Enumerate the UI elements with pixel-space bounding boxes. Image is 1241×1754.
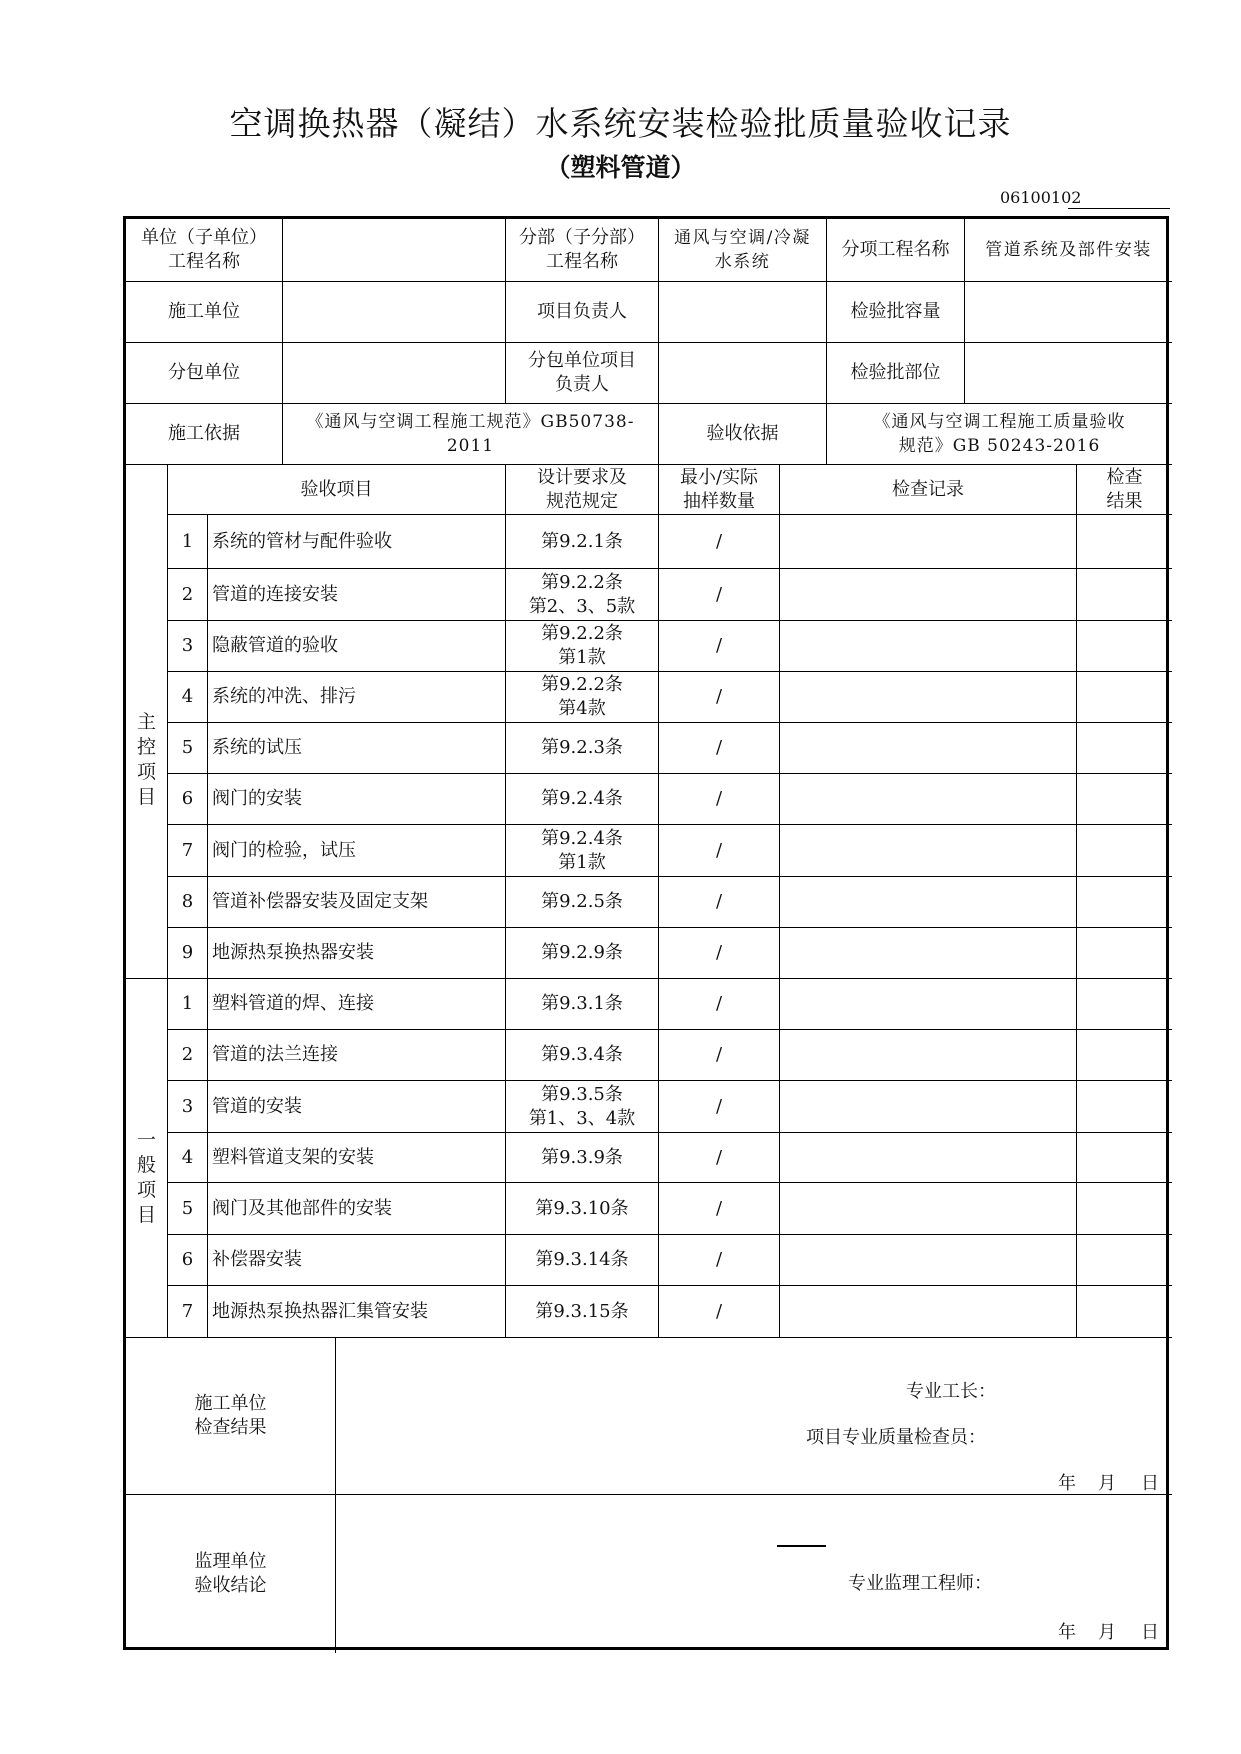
supervisor-check-label: 监理单位 验收结论 xyxy=(126,1495,336,1653)
general-item-no: 6 xyxy=(168,1235,208,1286)
general-item-sample[interactable]: / xyxy=(659,1133,780,1183)
general-item-sample[interactable]: / xyxy=(659,1183,780,1235)
main-item-no: 1 xyxy=(168,515,208,569)
general-item-no: 1 xyxy=(168,979,208,1030)
main-item-spec: 第9.2.2条 第4款 xyxy=(506,672,659,723)
general-item-sample[interactable]: / xyxy=(659,1030,780,1081)
date-day-label: 日 xyxy=(1141,1473,1159,1494)
general-item-spec: 第9.3.5条 第1、3、4款 xyxy=(506,1081,659,1133)
general-item-no: 3 xyxy=(168,1081,208,1133)
main-item-result[interactable] xyxy=(1077,723,1172,774)
sub-value[interactable] xyxy=(283,343,506,404)
main-item-name: 地源热泵换热器安装 xyxy=(208,928,506,979)
main-item-result[interactable] xyxy=(1077,825,1172,877)
general-item-result[interactable] xyxy=(1077,1133,1172,1183)
general-item-name: 塑料管道的焊、连接 xyxy=(208,979,506,1030)
basis-label: 施工依据 xyxy=(126,404,283,465)
general-item-result[interactable] xyxy=(1077,1081,1172,1133)
general-item-record[interactable] xyxy=(780,979,1077,1030)
acceptance-form-table xyxy=(123,216,1169,1650)
col-header-record: 检查记录 xyxy=(780,465,1077,515)
pm-label: 项目负责人 xyxy=(506,282,659,343)
page-title: 空调换热器（凝结）水系统安装检验批质量验收记录 xyxy=(229,104,1012,143)
main-item-result[interactable] xyxy=(1077,928,1172,979)
supervisor-date-month: 月 xyxy=(1098,1622,1116,1643)
main-items-label xyxy=(126,465,168,979)
main-item-record[interactable] xyxy=(780,825,1077,877)
general-item-name: 补偿器安装 xyxy=(208,1235,506,1286)
general-item-spec: 第9.3.10条 xyxy=(506,1183,659,1235)
general-item-record[interactable] xyxy=(780,1133,1077,1183)
general-item-result[interactable] xyxy=(1077,1235,1172,1286)
main-item-result[interactable] xyxy=(1077,672,1172,723)
subitem-label: 分项工程名称 xyxy=(827,219,965,282)
general-item-record[interactable] xyxy=(780,1183,1077,1235)
general-item-record[interactable] xyxy=(780,1286,1077,1338)
constructor-check-area[interactable] xyxy=(336,1338,1172,1495)
date-month-label: 月 xyxy=(1098,1473,1116,1494)
general-item-sample[interactable]: / xyxy=(659,1081,780,1133)
general-item-no: 2 xyxy=(168,1030,208,1081)
form-code: 06100102 xyxy=(1000,188,1082,207)
general-items-label-text: 一般项目 xyxy=(136,1129,156,1226)
main-item-sample[interactable]: / xyxy=(659,877,780,928)
main-item-name: 阀门的检验，试压 xyxy=(208,825,506,877)
main-item-result[interactable] xyxy=(1077,515,1172,569)
part-value[interactable] xyxy=(965,343,1172,404)
main-items-label-text: 主控项目 xyxy=(136,710,156,808)
col-header-item: 验收项目 xyxy=(168,465,506,515)
general-item-no: 4 xyxy=(168,1133,208,1183)
main-item-sample[interactable]: / xyxy=(659,672,780,723)
supervisor-check-area[interactable] xyxy=(336,1495,1172,1653)
general-item-no: 5 xyxy=(168,1183,208,1235)
general-item-sample[interactable]: / xyxy=(659,979,780,1030)
main-item-name: 隐蔽管道的验收 xyxy=(208,621,506,672)
main-item-no: 5 xyxy=(168,723,208,774)
general-item-name: 管道的法兰连接 xyxy=(208,1030,506,1081)
main-item-record[interactable] xyxy=(780,672,1077,723)
main-item-spec: 第9.2.2条 第1款 xyxy=(506,621,659,672)
general-item-result[interactable] xyxy=(1077,1286,1172,1338)
main-item-spec: 第9.2.3条 xyxy=(506,723,659,774)
unit-label: 单位（子单位） 工程名称 xyxy=(126,219,283,282)
main-item-name: 系统的管材与配件验收 xyxy=(208,515,506,569)
date-year-label: 年 xyxy=(1058,1473,1076,1494)
general-items-label xyxy=(126,979,168,1338)
main-item-record[interactable] xyxy=(780,774,1077,825)
general-item-spec: 第9.3.15条 xyxy=(506,1286,659,1338)
general-item-name: 阀门及其他部件的安装 xyxy=(208,1183,506,1235)
main-item-record[interactable] xyxy=(780,928,1077,979)
page-subtitle: （塑料管道） xyxy=(545,153,696,182)
main-item-sample[interactable]: / xyxy=(659,569,780,621)
main-item-no: 9 xyxy=(168,928,208,979)
main-item-record[interactable] xyxy=(780,515,1077,569)
part-label: 检验批部位 xyxy=(827,343,965,404)
general-item-result[interactable] xyxy=(1077,1030,1172,1081)
col-header-spec: 设计要求及 规范规定 xyxy=(506,465,659,515)
main-item-result[interactable] xyxy=(1077,774,1172,825)
main-item-spec: 第9.2.4条 xyxy=(506,774,659,825)
main-item-no: 6 xyxy=(168,774,208,825)
main-item-name: 系统的试压 xyxy=(208,723,506,774)
main-item-name: 阀门的安装 xyxy=(208,774,506,825)
main-item-spec: 第9.2.1条 xyxy=(506,515,659,569)
main-item-name: 系统的冲洗、排污 xyxy=(208,672,506,723)
main-item-name: 管道的连接安装 xyxy=(208,569,506,621)
unit-value[interactable] xyxy=(283,219,506,282)
capacity-label: 检验批容量 xyxy=(827,282,965,343)
subitem-value[interactable]: 管道系统及部件安装 xyxy=(965,219,1172,282)
main-item-no: 8 xyxy=(168,877,208,928)
main-item-result[interactable] xyxy=(1077,877,1172,928)
main-item-spec: 第9.2.9条 xyxy=(506,928,659,979)
main-item-sample[interactable]: / xyxy=(659,723,780,774)
main-item-sample[interactable]: / xyxy=(659,621,780,672)
general-item-record[interactable] xyxy=(780,1030,1077,1081)
form-code-underline xyxy=(1068,208,1170,209)
sub-pm-value[interactable] xyxy=(659,343,827,404)
division-value[interactable]: 通风与空调/冷凝 水系统 xyxy=(659,219,827,282)
main-item-record[interactable] xyxy=(780,569,1077,621)
main-item-no: 7 xyxy=(168,825,208,877)
pm-value[interactable] xyxy=(659,282,827,343)
main-item-record[interactable] xyxy=(780,621,1077,672)
constructor-check-label: 施工单位 检查结果 xyxy=(126,1338,336,1495)
main-item-no: 4 xyxy=(168,672,208,723)
general-item-result[interactable] xyxy=(1077,979,1172,1030)
main-item-record[interactable] xyxy=(780,723,1077,774)
constructor-value[interactable] xyxy=(283,282,506,343)
inspector-signature-label: 项目专业质量检查员： xyxy=(806,1427,986,1448)
foreman-signature-label: 专业工长： xyxy=(906,1381,996,1402)
col-header-result: 检查 结果 xyxy=(1077,465,1172,515)
main-item-sample[interactable]: / xyxy=(659,774,780,825)
general-item-record[interactable] xyxy=(780,1081,1077,1133)
main-item-name: 管道补偿器安装及固定支架 xyxy=(208,877,506,928)
main-item-spec: 第9.2.4条 第1款 xyxy=(506,825,659,877)
main-item-spec: 第9.2.2条 第2、3、5款 xyxy=(506,569,659,621)
general-item-record[interactable] xyxy=(780,1235,1077,1286)
main-item-sample[interactable]: / xyxy=(659,928,780,979)
general-item-spec: 第9.3.9条 xyxy=(506,1133,659,1183)
acceptance-value: 《通风与空调工程施工质量验收 规范》GB 50243-2016 xyxy=(827,404,1172,465)
division-label: 分部（子分部） 工程名称 xyxy=(506,219,659,282)
main-item-spec: 第9.2.5条 xyxy=(506,877,659,928)
general-item-name: 管道的安装 xyxy=(208,1081,506,1133)
supervisor-date-day: 日 xyxy=(1141,1622,1159,1643)
main-item-no: 2 xyxy=(168,569,208,621)
main-item-no: 3 xyxy=(168,621,208,672)
supervisor-date-year: 年 xyxy=(1058,1622,1076,1643)
main-item-result[interactable] xyxy=(1077,569,1172,621)
general-item-result[interactable] xyxy=(1077,1183,1172,1235)
supervisor-signature-label: 专业监理工程师： xyxy=(848,1573,992,1594)
general-item-spec: 第9.3.14条 xyxy=(506,1235,659,1286)
general-item-spec: 第9.3.4条 xyxy=(506,1030,659,1081)
sub-label: 分包单位 xyxy=(126,343,283,404)
general-item-spec: 第9.3.1条 xyxy=(506,979,659,1030)
main-item-result[interactable] xyxy=(1077,621,1172,672)
sub-pm-label: 分包单位项目 负责人 xyxy=(506,343,659,404)
general-item-no: 7 xyxy=(168,1286,208,1338)
supervisor-mark-line xyxy=(777,1545,826,1547)
main-item-sample[interactable]: / xyxy=(659,825,780,877)
capacity-value[interactable] xyxy=(965,282,1172,343)
general-item-sample[interactable]: / xyxy=(659,1286,780,1338)
general-item-name: 塑料管道支架的安装 xyxy=(208,1133,506,1183)
main-item-record[interactable] xyxy=(780,877,1077,928)
constructor-label: 施工单位 xyxy=(126,282,283,343)
basis-value: 《通风与空调工程施工规范》GB50738- 2011 xyxy=(283,404,659,465)
main-item-sample[interactable]: / xyxy=(659,515,780,569)
acceptance-label: 验收依据 xyxy=(659,404,827,465)
general-item-name: 地源热泵换热器汇集管安装 xyxy=(208,1286,506,1338)
col-header-sample: 最小/实际 抽样数量 xyxy=(659,465,780,515)
general-item-sample[interactable]: / xyxy=(659,1235,780,1286)
